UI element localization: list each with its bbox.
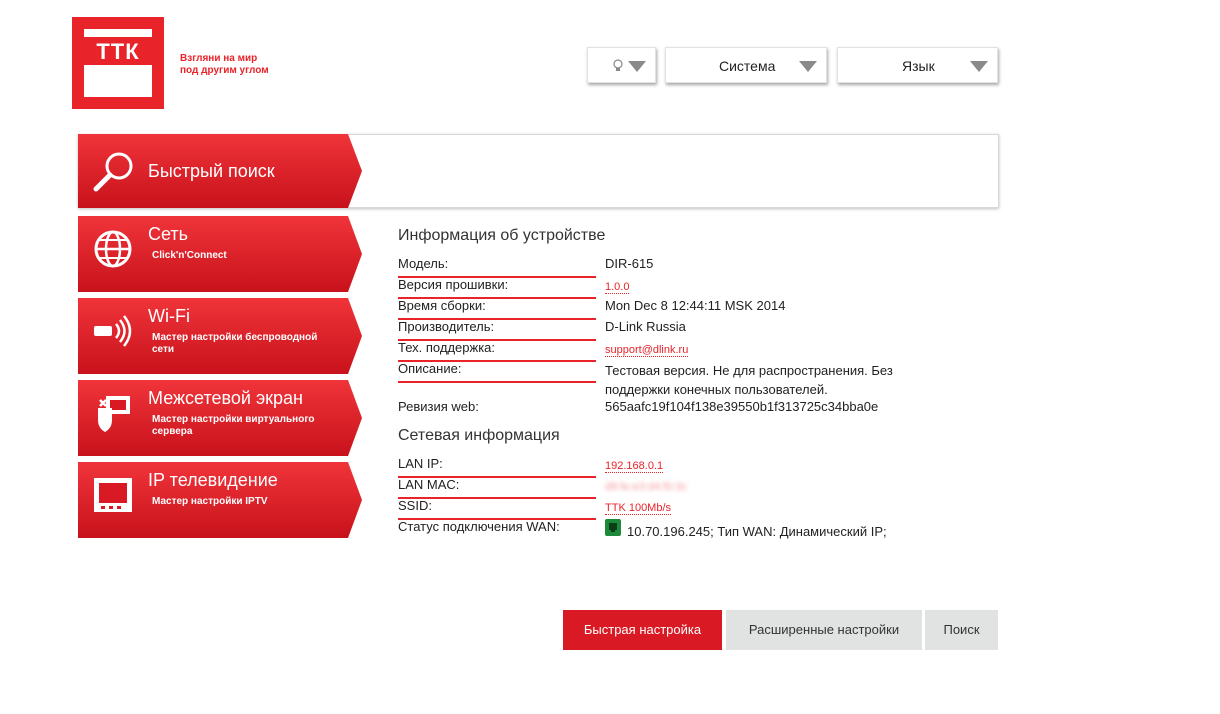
chevron-down-icon [628, 61, 646, 72]
tips-menu[interactable] [587, 47, 656, 83]
ttk-logo[interactable] [72, 17, 164, 109]
lan-ip-link[interactable]: 192.168.0.1 [605, 460, 664, 472]
language-menu[interactable] [837, 47, 998, 83]
description-label: Описание: [398, 361, 596, 383]
wizard-subtitle: Мастер настройки виртуального сервера [152, 414, 315, 437]
web-revision-label: Ревизия web: [398, 399, 479, 414]
wizard-title: Межсетевой экран [148, 388, 303, 408]
quick-search-label: Быстрый поиск [148, 161, 275, 181]
wan-status-value: 10.70.196.245; Тип WAN: Динамический IP; [627, 524, 887, 539]
firmware-label: Версия прошивки: [398, 277, 596, 299]
advanced-settings-button[interactable]: Расширенные настройки [726, 610, 922, 650]
description-value: Тестовая версия. Не для распространения. Без поддержки конечных пользователей. [605, 363, 893, 397]
support-email-link[interactable]: support@dlink.ru [605, 344, 689, 356]
ssid-label: SSID: [398, 498, 596, 520]
logo-text: ТТК [96, 39, 140, 64]
slogan: Взгляни на мир под другим углом [180, 53, 269, 76]
quick-search-button[interactable] [78, 134, 362, 208]
tv-icon [92, 474, 134, 516]
ssid-link[interactable]: TTK 100Mb/s [605, 502, 672, 514]
lightbulb-icon [613, 59, 623, 73]
chevron-down-icon [799, 61, 817, 72]
wan-status-label: Статус подключения WAN: [398, 519, 560, 534]
firmware-link[interactable]: 1.0.0 [605, 281, 630, 293]
search-button[interactable]: Поиск [925, 610, 998, 650]
wizard-firewall[interactable] [78, 380, 362, 456]
wizard-network[interactable] [78, 216, 362, 292]
magnifier-icon [92, 150, 136, 194]
build-label: Время сборки: [398, 298, 596, 320]
chevron-down-icon [970, 61, 988, 72]
wizard-wifi[interactable] [78, 298, 362, 374]
model-value: DIR-615 [605, 256, 654, 271]
wizard-subtitle: Мастер настройки беспроводной сети [152, 332, 318, 355]
language-menu-label: Язык [902, 58, 935, 74]
model-label: Модель: [398, 256, 596, 278]
quick-setup-button[interactable]: Быстрая настройка [563, 610, 722, 650]
system-menu-label: Система [719, 58, 776, 74]
wizard-iptv[interactable] [78, 462, 362, 538]
vendor-label: Производитель: [398, 319, 596, 341]
lan-mac-link[interactable]: d8:fe:e3:d4:f0:3c [605, 481, 687, 493]
globe-icon [92, 228, 134, 270]
wizard-subtitle: Мастер настройки IPTV [152, 496, 268, 507]
lan-ip-label: LAN IP: [398, 456, 596, 478]
vendor-value: D-Link Russia [605, 319, 686, 334]
wifi-icon [92, 312, 134, 354]
support-label: Тех. поддержка: [398, 340, 596, 362]
wizard-subtitle: Click'n'Connect [152, 250, 227, 261]
device-info-title: Информация об устройстве [398, 227, 606, 244]
system-menu[interactable] [665, 47, 827, 83]
network-info-title: Сетевая информация [398, 427, 560, 444]
wan-status-icon [605, 519, 621, 536]
wizard-title: IP телевидение [148, 470, 278, 490]
web-revision-value: 565aafc19f104f138e39550b1f313725c34bba0e [605, 399, 879, 414]
lan-mac-label: LAN MAC: [398, 477, 596, 499]
wizard-title: Сеть [148, 224, 189, 244]
build-value: Mon Dec 8 12:44:11 MSK 2014 [605, 298, 786, 313]
firewall-icon [92, 392, 134, 434]
wizard-title: Wi-Fi [148, 306, 190, 326]
